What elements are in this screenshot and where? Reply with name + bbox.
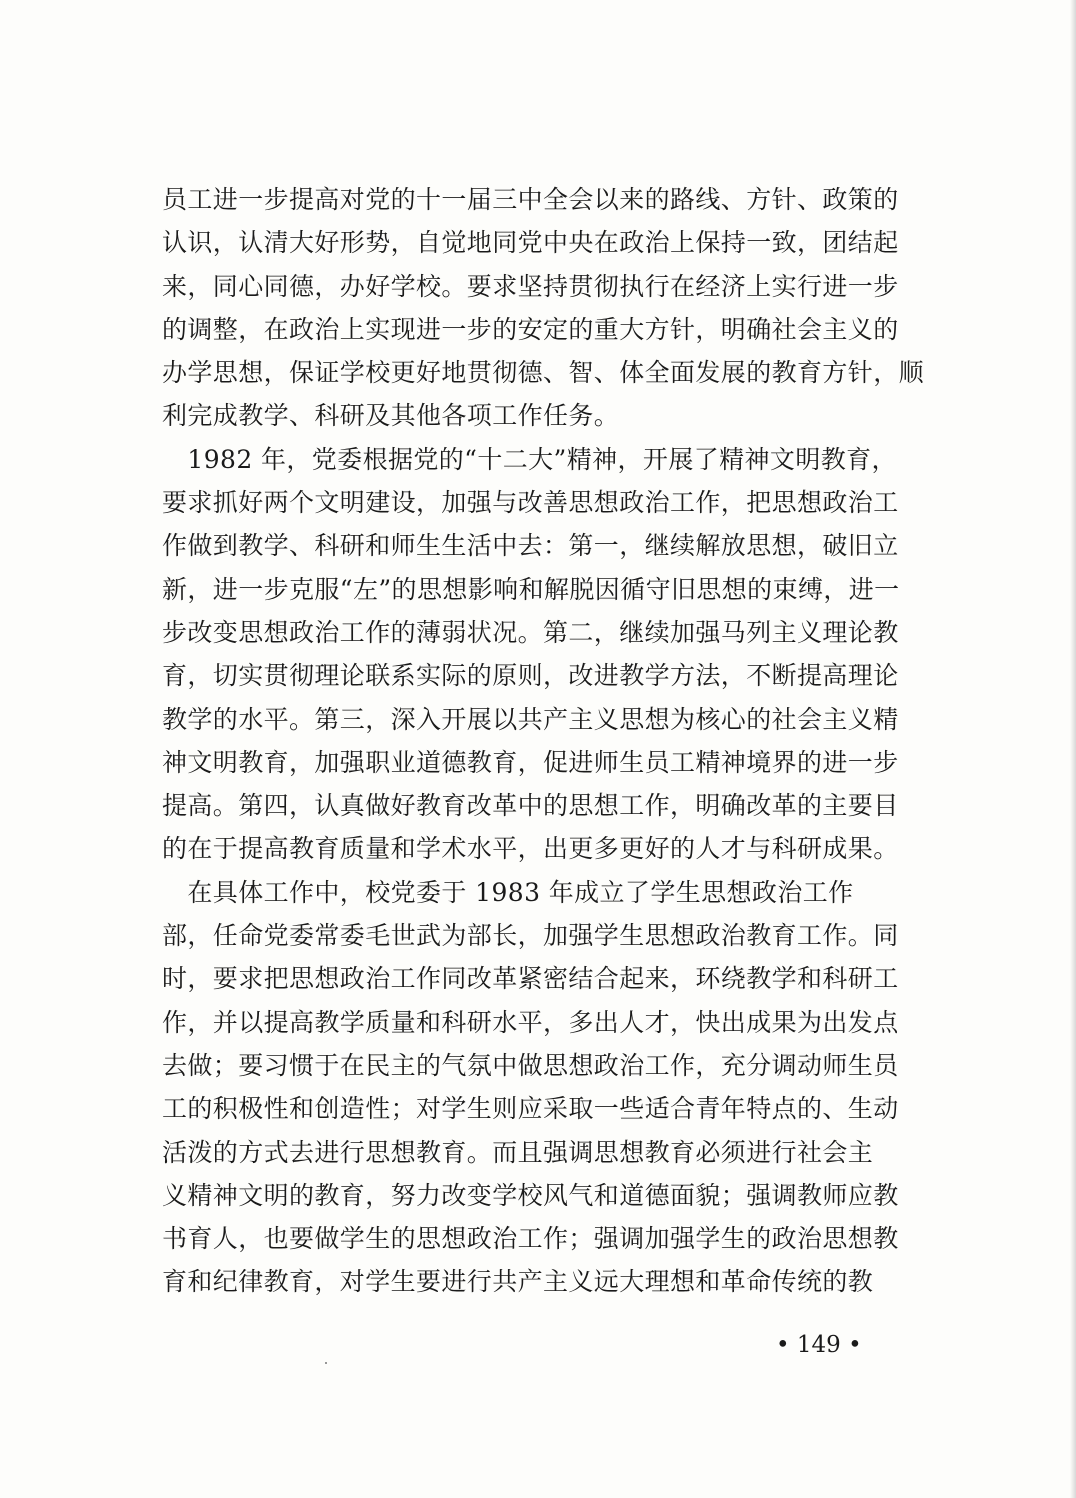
- text-line: 作做到教学、科研和师生生活中去：第一，继续解放思想，破旧立: [162, 531, 899, 561]
- text-line: 的在于提高教育质量和学术水平，出更多更好的人才与科研成果。: [162, 834, 899, 864]
- text-line: 提高。第四，认真做好教育改革中的思想工作，明确改革的主要目: [162, 791, 899, 821]
- text-line: 认识，认清大好形势，自觉地同党中央在政治上保持一致，团结起: [162, 228, 899, 258]
- body-text: [162, 178, 925, 1304]
- text-line: 利完成教学、科研及其他各项工作任务。: [162, 401, 620, 431]
- text-line: 员工进一步提高对党的十一届三中全会以来的路线、方针、政策的: [162, 185, 899, 214]
- text-line: 部，任命党委常委毛世武为部长，加强学生思想政治教育工作。同: [162, 921, 899, 951]
- text-line: 育和纪律教育，对学生要进行共产主义远大理想和革命传统的教: [162, 1267, 874, 1297]
- text-line: 育，切实贯彻理论联系实际的原则，改进教学方法，不断提高理论: [162, 661, 899, 691]
- text-line: 神文明教育，加强职业道德教育，促进师生员工精神境界的进一步: [162, 747, 899, 777]
- text-line: 在具体工作中，校党委于 1983 年成立了学生思想政治工作: [162, 877, 854, 907]
- text-line: 办学思想，保证学校更好地贯彻德、智、体全面发展的教育方针，顺: [162, 358, 925, 388]
- scan-speck: [325, 1362, 327, 1364]
- text-line: 教学的水平。第三，深入开展以共产主义思想为核心的社会主义精: [162, 704, 899, 734]
- text-line: 去做；要习惯于在民主的气氛中做思想政治工作，充分调动师生员: [162, 1050, 899, 1080]
- text-line: 工的积极性和创造性；对学生则应采取一些适合青年特点的、生动: [162, 1094, 899, 1124]
- text-line: 1982 年，党委根据党的“十二大”精神，开展了精神文明教育，: [162, 444, 897, 474]
- page-number: • 149 •: [776, 1332, 862, 1358]
- text-line: 书育人，也要做学生的思想政治工作；强调加强学生的政治思想教: [162, 1224, 899, 1254]
- text-line: 活泼的方式去进行思想教育。而且强调思想教育必须进行社会主: [162, 1137, 874, 1167]
- scan-edge: [1070, 0, 1076, 1498]
- text-line: 作，并以提高教学质量和科研水平，多出人才，快出成果为出发点: [162, 1007, 899, 1037]
- text-line: 新，进一步克服“左”的思想影响和解脱因循守旧思想的束缚，进一: [162, 574, 900, 604]
- text-line: 来，同心同德，办好学校。要求坚持贯彻执行在经济上实行进一步: [162, 271, 899, 301]
- text-line: 步改变思想政治工作的薄弱状况。第二，继续加强马列主义理论教: [162, 617, 899, 647]
- text-line: 要求抓好两个文明建设，加强与改善思想政治工作，把思想政治工: [162, 488, 899, 518]
- text-line: 时，要求把思想政治工作同改革紧密结合起来，环绕教学和科研工: [162, 964, 899, 994]
- text-line: 义精神文明的教育，努力改变学校风气和道德面貌；强调教师应教: [162, 1180, 899, 1210]
- text-line: 的调整，在政治上实现进一步的安定的重大方针，明确社会主义的: [162, 314, 899, 344]
